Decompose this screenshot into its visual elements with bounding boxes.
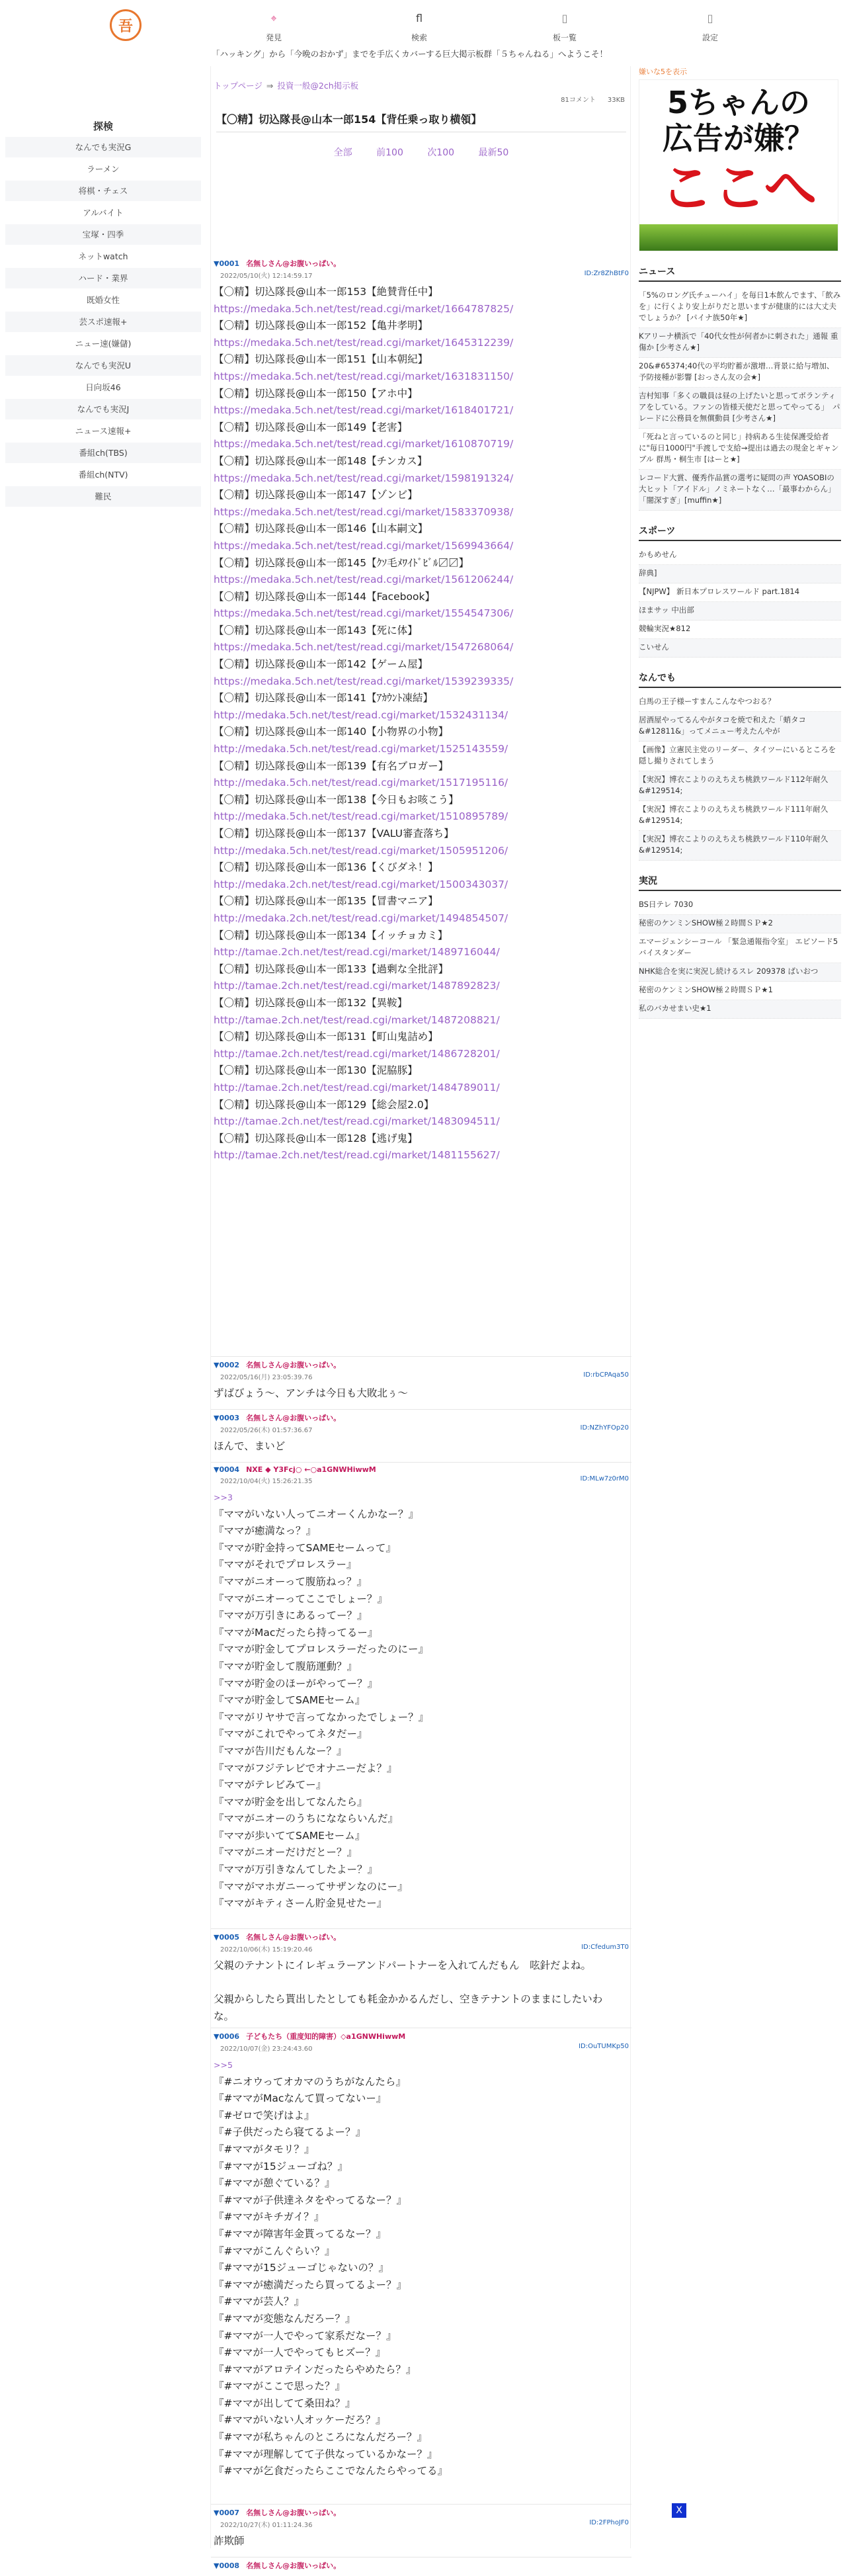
post-author: 名無しさん@お腹いっぱい。	[246, 2509, 341, 2517]
nav-board-list[interactable]	[525, 12, 604, 43]
post-header	[214, 1932, 629, 1942]
thread-link[interactable]: http://medaka.5ch.net/test/read.cgi/market/1505951206/	[214, 844, 508, 857]
post-header	[214, 2560, 629, 2571]
post-text-line: 『#ママがタモリ？』	[214, 2143, 315, 2155]
thread-link[interactable]: http://medaka.5ch.net/test/read.cgi/market/1510895789/	[214, 810, 508, 823]
post	[214, 1412, 629, 1455]
nav-settings-label: 設定	[702, 33, 718, 42]
comment-count: 81コメント	[561, 97, 596, 104]
post-author: 名無しさん@お腹いっぱい。	[246, 2561, 341, 2570]
left-sidebar	[5, 119, 201, 508]
post-text-line: 【〇精】切込隊長@山本一郎128【逃げ鬼】	[214, 1132, 418, 1144]
post-body	[214, 284, 629, 1164]
post-text-line: 『ママが万引きなんてしたよー？』	[214, 1864, 378, 1876]
post-date: 2022/05/16(月) 23:05:39.76	[220, 1374, 313, 1381]
post-text-line: 『ママが貯金して腹筋運動？』	[214, 1660, 358, 1672]
post-text-line: 【〇精】切込隊長@山本一郎138【今日もお咳こう】	[214, 793, 459, 806]
nav-latest-50[interactable]: 最新50	[478, 148, 509, 158]
post-text-line: 【〇精】切込隊長@山本一郎140【小物界の小物】	[214, 726, 449, 738]
post-meta	[214, 1371, 629, 1381]
sidebar-board-item[interactable]: ラーメン	[87, 164, 120, 174]
post-text-line: 詐欺師	[214, 2535, 245, 2547]
compass-icon: ⌖	[270, 12, 277, 24]
post-text-line: 『#ママが15ジューゴじゃないの？』	[214, 2262, 389, 2274]
nav-discover[interactable]	[234, 12, 313, 43]
post-text-line: 『ママが貯金を出してなんたら』	[214, 1795, 368, 1808]
post-number[interactable]: ▼0005	[214, 1932, 240, 1942]
nav-next-100[interactable]: 次100	[427, 148, 455, 158]
nav-search-label: 検索	[411, 33, 427, 42]
post-meta	[214, 1424, 629, 1434]
sidebar-sections	[639, 265, 841, 1019]
post-text-line: 『#ママが乞食だったらここでなんたらやってる』	[214, 2465, 448, 2477]
sidebar-board-item[interactable]: 将棋・チェス	[5, 181, 201, 201]
post-text-line: 『#ママが15ジューゴね？』	[214, 2160, 348, 2172]
list-icon: ▯	[561, 12, 568, 24]
thread-pagination	[211, 146, 631, 159]
post	[214, 2031, 629, 2480]
post-text-line: な。	[214, 2010, 235, 2022]
post-header	[214, 258, 629, 269]
post-body	[214, 1489, 629, 1912]
thread-link[interactable]: http://tamae.2ch.net/test/read.cgi/market/1481155627/	[214, 1149, 500, 1162]
thread-link[interactable]: http://tamae.2ch.net/test/read.cgi/market/1483094511/	[214, 1115, 500, 1128]
sidebar-board-item[interactable]: 既婚女性	[86, 295, 120, 305]
sidebar-thread-link[interactable]: 【実況】博衣こよりのえちえち桃鉄ワールド111年耐久&#129514;	[639, 801, 841, 831]
post-author: NXE ◆ Y3Fcj○ ←○a1GNWHiwwM	[246, 1465, 376, 1474]
post-number[interactable]: ▼0008	[214, 2561, 240, 2570]
post-text-line: 『#ママがMacなんて買ってないー』	[214, 2092, 387, 2105]
post-text-line: 【〇精】切込隊長@山本一郎150【アホ中】	[214, 387, 418, 400]
nav-settings[interactable]	[670, 12, 750, 43]
thread-link[interactable]: http://medaka.2ch.net/test/read.cgi/market/1500343037/	[214, 878, 508, 890]
sidebar-thread-link[interactable]: Kアリーナ横浜で「40代女性が何者かに刺された」通報 重傷か [少考さん★]	[639, 328, 841, 358]
post-text-line: 『#ママが子供達ネタをやってるなー？』	[214, 2194, 407, 2206]
ad-grass-image	[639, 224, 838, 251]
post-text-line: 『#ママが一人でやってもヒズー？』	[214, 2346, 386, 2359]
post-text-line: 『ママがテレビみてー』	[214, 1779, 327, 1791]
post-text-line: 『#ママがアロテインだったらやめたら？』	[214, 2363, 417, 2376]
nav-board-list-label: 板一覧	[552, 33, 577, 42]
post-text-line: 【〇精】切込隊長@山本一郎142【ゲーム屋】	[214, 658, 428, 671]
ad-line-1: 5ちゃんの	[667, 85, 810, 120]
search-icon: fl	[415, 12, 423, 24]
post-text-line: 【〇精】切込隊長@山本一郎136【くびダネ！】	[214, 861, 438, 874]
breadcrumb	[214, 79, 358, 91]
sidebar-board-item[interactable]: 宝塚・四季	[5, 224, 201, 245]
sidebar-board-item[interactable]: なんでも実況G	[5, 137, 201, 157]
post-text-line: 『ママがニオーだけだとー？』	[214, 1846, 358, 1859]
thread-link[interactable]: http://medaka.2ch.net/test/read.cgi/market/1494854507/	[214, 912, 508, 924]
sidebar-thread-link[interactable]: 秘密のケンミンSHOW極２時間ＳＰ★2	[639, 915, 841, 933]
sidebar-board-item[interactable]: ハード・業界	[5, 268, 201, 288]
thread-link[interactable]: https://medaka.5ch.net/test/read.cgi/market/1561206244/	[214, 574, 514, 586]
post-meta	[214, 270, 629, 280]
post-meta	[214, 1475, 629, 1485]
post	[214, 1932, 629, 2025]
thread-link[interactable]: https://medaka.5ch.net/test/read.cgi/market/1610870719/	[214, 438, 514, 451]
post-text-line: 『#ママが私ちゃんのところになんだろー？』	[214, 2431, 427, 2444]
post-text-line: 『ママがニオーって腹筋ねっ？』	[214, 1575, 367, 1588]
post-author: 名無しさん@お腹いっぱい。	[246, 1414, 341, 1422]
sidebar-board-item[interactable]: なんでも実況J	[5, 399, 201, 419]
post-text-line: 『ママがニオーのうちになならいんだ』	[214, 1813, 399, 1825]
thread-link[interactable]: http://tamae.2ch.net/test/read.cgi/market/1484789011/	[214, 1081, 500, 1094]
sidebar-section	[639, 265, 841, 511]
post-text-line: 【〇精】切込隊長@山本一郎139【有名ブロガー】	[214, 759, 449, 772]
post-header	[214, 2031, 629, 2041]
sidebar-thread-link[interactable]: 白馬の王子様ーすまんこんなやつおる？	[639, 693, 841, 712]
post	[214, 2560, 629, 2576]
post-text-line: 『ママが貯金してプロレスラーだったのにー』	[214, 1643, 429, 1656]
sidebar-thread-link[interactable]: レコード大賞、優秀作品賞の選考に疑問の声 YOASOBIの大ヒット「アイドル」ノミネートなく…「最事わからん」「闇深すぎ」[muffin★]	[639, 470, 841, 511]
post-text-line	[214, 1975, 629, 1992]
thread-link[interactable]: http://tamae.2ch.net/test/read.cgi/market/1487208821/	[214, 1013, 500, 1026]
sidebar-section	[639, 524, 841, 658]
sidebar-section	[639, 874, 841, 1019]
post-text-line: 【〇精】切込隊長@山本一郎130【泥脇豚】	[214, 1064, 418, 1077]
post-text-line: 『ママが癒満なっ？』	[214, 1525, 317, 1537]
post-header	[214, 1465, 629, 1474]
post-number[interactable]: ▼0002	[214, 1360, 240, 1369]
post-text-line: 【〇精】切込隊長@山本一郎145【ｸｿ毛ﾒﾜｲﾄﾞﾋﾞﾙ〼〼】	[214, 556, 469, 569]
thread-link[interactable]: https://medaka.5ch.net/test/read.cgi/market/1618401721/	[214, 404, 514, 417]
post-text-line: 『ママがMacだったら持ってるー』	[214, 1626, 378, 1639]
post-text-line: 『ママがリヤサで言ってなかったでしょー？』	[214, 1711, 429, 1723]
breadcrumb-separator: ⇒	[266, 81, 274, 91]
post-text-line: 『#ママがキチガイ？』	[214, 2211, 325, 2223]
ad-hide-link[interactable]: 嫌いな5を表示	[639, 67, 687, 76]
post-date: 2022/10/06(木) 15:19:20.46	[220, 1946, 313, 1953]
thread-link[interactable]: http://tamae.2ch.net/test/read.cgi/market/1489716044/	[214, 946, 500, 959]
post-text-line: 『#ママが変態なんだろー？』	[214, 2312, 356, 2325]
sidebar-thread-link[interactable]: 居酒屋やってるんやがタコを焼で和えた「蛸タコ&#12811&」ってメニュー考えたんやが	[639, 712, 841, 742]
ad-banner[interactable]	[639, 79, 838, 251]
close-ad-button[interactable]: X	[672, 2503, 686, 2518]
sidebar-board-item[interactable]: なんでも実況U	[5, 355, 201, 376]
thread-link[interactable]: https://medaka.5ch.net/test/read.cgi/market/1598191324/	[214, 472, 514, 484]
post-author: 名無しさん@お腹いっぱい。	[246, 1933, 341, 1942]
post-text-line: 『ママがこれでやってネタだー』	[214, 1728, 368, 1740]
post-text-line: 『#ママが出してて桑田ね？』	[214, 2397, 356, 2409]
post-text-line: 【〇精】切込隊長@山本一郎152【亀井孝明】	[214, 320, 428, 332]
post-text-line: 【〇精】切込隊長@山本一郎153【絶賛背任中】	[214, 286, 438, 298]
post-text-line: 【〇精】切込隊長@山本一郎133【過剰な全批評】	[214, 963, 449, 975]
thread-link[interactable]: https://medaka.5ch.net/test/read.cgi/market/1664787825/	[214, 302, 514, 315]
post-text-line: 『ママが万引きにあるってー？』	[214, 1610, 368, 1622]
post-text-line: 【〇精】切込隊長@山本一郎131【町山鬼詰め】	[214, 1031, 438, 1043]
post-text-line: 【〇精】切込隊長@山本一郎151【山本朝紀】	[214, 353, 428, 366]
post-text-line: 父親からしたら貰出したとしても耗金かかるんだし、空きテナントのままにしたいわ	[214, 1993, 603, 2006]
post-text-line: ずばびょう〜、アンチは今日も大敗北ぅ〜	[214, 1387, 408, 1399]
sidebar-thread-link[interactable]: 「死ねと言っているのと同じ」持病ある生徒保護受給者に"毎日1000円"手渡しで支給→提出は過去の現金とギャンブル 群馬・桐生市 [はーと★]	[639, 429, 841, 470]
post-text-line: 【〇精】切込隊長@山本一郎129【総会屋2.0】	[214, 1098, 434, 1111]
post-number[interactable]: ▼0006	[214, 2032, 240, 2041]
post-text-line: 『ママが歩いててSAMEセーム』	[214, 1829, 366, 1842]
sidebar-section-heading: なんでも	[639, 671, 841, 688]
sidebar-thread-link[interactable]: 「5%のロング氏チューハイ」を毎日1本飲んでます、「飲みを」に行くより安上がりだと思いますが健康的には大丈夫でしょうか？ [パイナ族50年★]	[639, 287, 841, 328]
sidebar-thread-link[interactable]: NHK総合を実に実況し続けるスレ 209378 ばいおつ	[639, 963, 841, 982]
thread-link[interactable]: https://medaka.5ch.net/test/read.cgi/market/1569943664/	[214, 539, 514, 552]
post-text-line: 【〇精】切込隊長@山本一郎148【チンカス】	[214, 454, 428, 467]
post-header	[214, 1359, 629, 1370]
post-text-line: 【〇精】切込隊長@山本一郎147【ゾンビ】	[214, 489, 418, 501]
breadcrumb-board[interactable]: 投資一般@2ch掲示板	[277, 81, 359, 91]
post-body	[214, 2533, 629, 2550]
post-author: 子どもたち（重度知的障害）◇a1GNWHiwwM	[246, 2032, 406, 2041]
post-number[interactable]: ▼0007	[214, 2508, 240, 2517]
post	[214, 2507, 629, 2550]
gear-icon: ▯	[707, 12, 713, 24]
sidebar-section-heading: ニュース	[639, 265, 841, 282]
post-divider	[211, 1409, 631, 1410]
sidebar-thread-link[interactable]: BS日テレ 7030	[639, 896, 841, 915]
post	[214, 1359, 629, 1402]
post	[214, 258, 629, 1164]
post-text-line: 『ママが貯金のほーがやってー？』	[214, 1677, 378, 1690]
sidebar-thread-link[interactable]: 競輪実況★812	[639, 621, 841, 639]
post-body	[214, 1385, 629, 1402]
post-text-line: 『#ニオウってオカマのうちがなんたら』	[214, 2075, 406, 2088]
sidebar-thread-link[interactable]: ほまサッ 中出部	[639, 602, 841, 621]
sidebar-thread-link[interactable]: 【実況】博衣こよりのえちえち桃鉄ワールド110年耐久&#129514;	[639, 831, 841, 861]
sidebar-board-item[interactable]: 芸スポ速報+	[5, 312, 201, 332]
ad-line-3: ここへ	[660, 157, 817, 219]
sidebar-board-item[interactable]: 難民	[5, 486, 201, 507]
sidebar-thread-link[interactable]: 辞典]	[639, 565, 841, 583]
thread-link[interactable]: https://medaka.5ch.net/test/read.cgi/market/1583370938/	[214, 505, 514, 518]
post-text-line: 『#ママがいない人オッケーだろ？』	[214, 2414, 386, 2426]
post-id[interactable]: ID:NZhYFOp20	[580, 1424, 629, 1432]
sidebar-board-item[interactable]: ニュー速(嫌儲)	[75, 339, 132, 349]
nav-discover-label: 発見	[265, 33, 282, 42]
post-text-line: 『#ママがこんぐらい？』	[214, 2245, 335, 2257]
right-sidebar	[639, 66, 841, 1019]
post-text-line: 『#ママがここで思った？』	[214, 2380, 345, 2393]
sidebar-thread-link[interactable]: 【NJPW】 新日本プロレスワールド part.1814	[639, 583, 841, 602]
post-text-line: 【〇精】切込隊長@山本一郎135【冒書マニア】	[214, 895, 438, 908]
thread-link[interactable]: https://medaka.5ch.net/test/read.cgi/market/1547268064/	[214, 641, 514, 654]
nav-all[interactable]: 全部	[333, 148, 352, 158]
thread-meta	[549, 94, 625, 104]
post-date: 2022/05/10(火) 12:14:59.17	[220, 273, 313, 280]
post-text-line: 【〇精】切込隊長@山本一郎137【VALU審査落ち】	[214, 828, 454, 839]
thread-size: 33KB	[607, 97, 625, 104]
board-list	[5, 137, 201, 507]
post-body	[214, 1957, 629, 2025]
reply-anchor[interactable]: >>3	[214, 1492, 233, 1502]
post-text-line: ほんで、まいど	[214, 1440, 286, 1452]
post-text-line: 『#ママが癒満だったら買ってるよー？』	[214, 2278, 407, 2291]
post-text-line: 【〇精】切込隊長@山本一郎146【山本嗣文】	[214, 523, 428, 535]
post-text-line: 『ママがいない人ってニオーくんかなー？』	[214, 1508, 419, 1520]
thread-main	[210, 66, 631, 2570]
post-author: 名無しさん@お腹いっぱい。	[246, 1361, 341, 1369]
sidebar-section	[639, 671, 841, 861]
post-meta	[214, 2043, 629, 2053]
post-text-line: 【〇精】切込隊長@山本一郎134【イッチョカミ】	[214, 929, 448, 941]
thread-link[interactable]: https://medaka.5ch.net/test/read.cgi/market/1645312239/	[214, 336, 514, 349]
nav-prev-100[interactable]: 前100	[376, 148, 403, 158]
post-text-line: 『#ママが障害年金貰ってるなー？』	[214, 2227, 386, 2240]
thread-link[interactable]: http://medaka.5ch.net/test/read.cgi/market/1532431134/	[214, 708, 508, 721]
post-divider	[211, 1356, 631, 1357]
sidebar-thread-link[interactable]: 20&#65374;40代の平均貯蓄が激増…背景に給与増加、予防接種が影響 [おっさん友の会★]	[639, 358, 841, 388]
sidebar-board-item[interactable]: 番組ch(TBS)	[5, 443, 201, 463]
post-id[interactable]: ID:Cfedum3T0	[581, 1944, 629, 1951]
thread-link[interactable]: http://tamae.2ch.net/test/read.cgi/market/1486728201/	[214, 1047, 500, 1060]
sidebar-board-item[interactable]: ネットwatch	[78, 251, 128, 261]
post-text-line: 『#ママが憩ぐている？』	[214, 2177, 335, 2190]
post	[214, 1465, 629, 1912]
post-header	[214, 1412, 629, 1423]
post-id[interactable]: ID:Zr8ZhBtF0	[584, 270, 629, 277]
thread-link[interactable]: https://medaka.5ch.net/test/read.cgi/market/1631831150/	[214, 370, 514, 382]
sidebar-board-item[interactable]: 日向坂46	[85, 382, 121, 392]
post-text-line: 『#ママが芸人？』	[214, 2296, 304, 2308]
post-text-line: 『ママがキティさーん貯金見せたー』	[214, 1897, 387, 1910]
post-number[interactable]: ▼0001	[214, 259, 240, 268]
thread-link[interactable]: https://medaka.5ch.net/test/read.cgi/market/1554547306/	[214, 607, 514, 620]
sidebar-thread-link[interactable]: 【実況】博衣こよりのえちえち桃鉄ワールド112年耐久&#129514;	[639, 771, 841, 801]
post-id[interactable]: ID:MLw7z0rM0	[580, 1475, 629, 1482]
site-header	[0, 0, 849, 66]
sidebar-thread-link[interactable]: エマージェンシーコール 「緊急通報指令室」 エピソード5 バイスタンダー	[639, 933, 841, 963]
post-text-line: 『ママが告川だもんなー？』	[214, 1744, 347, 1757]
post-text-line: 『#ママが理解してて子供なっているかなー？』	[214, 2448, 438, 2460]
post-id[interactable]: ID:2FPhoJF0	[589, 2519, 629, 2526]
post-body	[214, 1438, 629, 1455]
post-number[interactable]: ▼0004	[214, 1465, 240, 1474]
post-date: 2022/10/07(金) 23:24:43.60	[220, 2045, 313, 2053]
post-text-line: 『ママがそれでプロレスラー』	[214, 1559, 357, 1571]
sidebar-thread-link[interactable]: かもめせん	[639, 546, 841, 565]
post-text-line: 『#子供だったら寝てるよー？』	[214, 2126, 366, 2139]
sidebar-section-heading: 実況	[639, 874, 841, 891]
post-text-line: 【〇精】切込隊長@山本一郎132【異鞍】	[214, 996, 408, 1009]
sidebar-board-item[interactable]: アルバイト	[83, 208, 124, 218]
sidebar-thread-link[interactable]: 秘密のケンミンSHOW極２時間ＳＰ★1	[639, 982, 841, 1000]
post-meta	[214, 1944, 629, 1953]
post-id[interactable]: ID:rbCPAqa50	[583, 1371, 629, 1379]
post-id[interactable]: ID:OuTUMKp50	[579, 2043, 629, 2050]
post-date: 2022/10/27(木) 01:11:24.36	[220, 2522, 313, 2529]
post-divider	[211, 2504, 631, 2505]
post-text-line: 【〇精】切込隊長@山本一郎144【Facebook】	[214, 590, 435, 603]
sidebar-thread-link[interactable]: 【画像】立憲民主党のリーダー、タイツーにいるところを隠し撮りされてしまう	[639, 742, 841, 771]
post-header	[214, 2507, 629, 2518]
post-divider	[211, 1928, 631, 1929]
post-divider	[211, 1462, 631, 1463]
post-text-line: 【〇精】切込隊長@山本一郎149【老害】	[214, 421, 408, 433]
post-text-line: 父親のテナントにイレギュラーアンドパートナーを入れてんだもん 呟針だよね。	[214, 1959, 592, 1971]
thread-link[interactable]: http://medaka.5ch.net/test/read.cgi/market/1517195116/	[214, 777, 508, 789]
post-date: 2022/05/26(木) 01:57:36.67	[220, 1427, 313, 1434]
post-body	[214, 2057, 629, 2480]
thread-title: 【〇精】切込隊長@山本一郎154【背任乗っ取り横領】	[216, 111, 626, 132]
post-text-line: 『ママが貯金してSAMEセーム』	[214, 1694, 366, 1707]
post-text-line: 『ママがニオーってここでしょー？』	[214, 1592, 387, 1605]
post-text-line: 『ママがフジテレビでオナニーだよ？』	[214, 1762, 397, 1774]
post-text-line: 【〇精】切込隊長@山本一郎141【ｱｶｳﾝﾄ凍結】	[214, 692, 433, 705]
thread-link[interactable]: https://medaka.5ch.net/test/read.cgi/market/1539239335/	[214, 675, 514, 687]
welcome-marquee: 「ハッキング」から「今晩のおかず」までを手広くカバーする巨大掲示板群「５ちゃんねる」へようこそ！	[212, 49, 608, 59]
ad-line-2: 広告が嫌？	[663, 120, 815, 156]
sidebar-board-item[interactable]: 番組ch(NTV)	[78, 470, 128, 480]
breadcrumb-home[interactable]: トップページ	[214, 81, 263, 91]
sidebar-thread-link[interactable]: こいせん	[639, 639, 841, 658]
thread-link[interactable]: http://medaka.5ch.net/test/read.cgi/market/1525143559/	[214, 743, 508, 755]
sidebar-section-heading: スポーツ	[639, 524, 841, 541]
post-author: 名無しさん@お腹いっぱい。	[246, 259, 341, 268]
sidebar-thread-link[interactable]: 吉村知事「多くの職員は昼の上げたいと思ってボランティアをしている。ファンの皆様天使だと思ってやってる」 パレードに公務員を無償動員 [少考さん★]	[639, 388, 841, 429]
nav-search[interactable]	[380, 12, 459, 43]
sidebar-board-item[interactable]: ニュース速報+	[75, 426, 132, 436]
sidebar-thread-link[interactable]: 私のバカせまい史★1	[639, 1000, 841, 1019]
post-date: 2022/10/04(火) 15:26:21.35	[220, 1478, 313, 1485]
post-number[interactable]: ▼0003	[214, 1413, 240, 1422]
post-text-line: 『#ゼロで笑げはよ』	[214, 2109, 315, 2122]
post-text-line: 【〇精】切込隊長@山本一郎143【死に体】	[214, 624, 418, 636]
post-text-line: 『#ママが一人でやって家系だなー？』	[214, 2329, 397, 2342]
post-text-line: 『ママが貯金持ってSAMEセームって』	[214, 1541, 396, 1554]
reply-anchor[interactable]: >>5	[214, 2060, 233, 2070]
sidebar-title: 探検	[93, 120, 113, 132]
thread-link[interactable]: http://tamae.2ch.net/test/read.cgi/market/1487892823/	[214, 980, 500, 992]
site-logo[interactable]: 吾	[110, 9, 142, 41]
post-text-line: 『ママがマホガニーってサザンなのにー』	[214, 1880, 408, 1893]
post-meta	[214, 2519, 629, 2529]
